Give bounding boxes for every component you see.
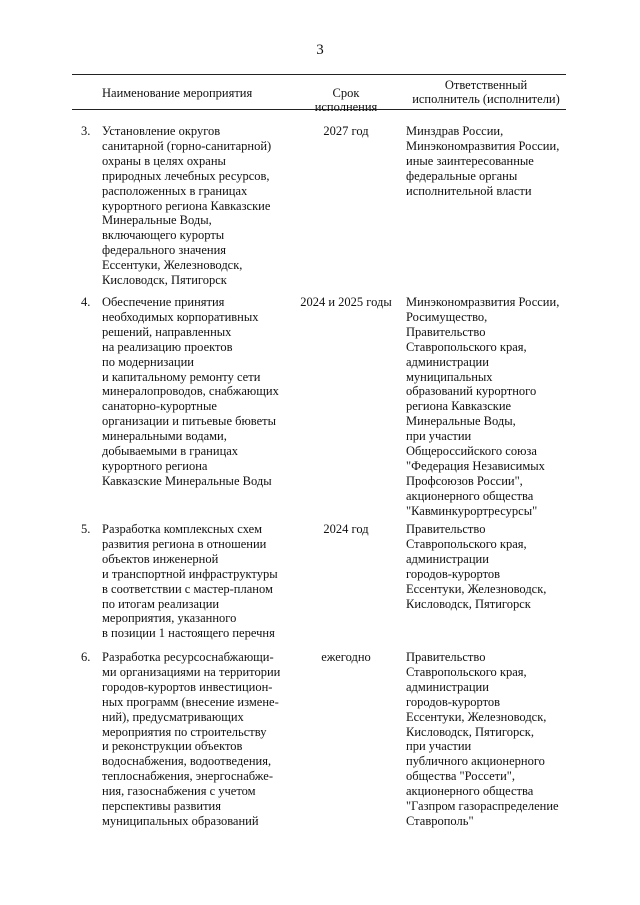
table-header <box>72 74 566 114</box>
row-number: 5. <box>81 522 91 536</box>
row-responsible: Правительство Ставропольского края, администрации городов-курортов Ессентуки, Железноводск, Кисловодск, Пятигорск, при участии публичного акционерного общества "Россети", акционерного общества "Газпром газораспределение Ставрополь" <box>406 650 559 828</box>
row-number: 3. <box>81 124 91 138</box>
row-responsible: Минэкономразвития России, Росимущество, Правительство Ставропольского края, администрации муниципальных образований курортного региона Кавказские Минеральные Воды, при участии Общероссийского союза "Федерация Независимых Профсоюзов России", акционерного общества "Кавминкурортресурсы" <box>406 295 560 518</box>
page-number: 3 <box>316 42 324 58</box>
row-responsible: Правительство Ставропольского края, администрации городов-курортов Ессентуки, Железноводск, Кисловодск, Пятигорск <box>406 522 547 611</box>
row-name: Установление округов санитарной (горно-санитарной) охраны в целях охраны природных лечебных ресурсов, расположенных в границах курортного региона Кавказские Минеральные Воды, включающего курорты федерального значения Ессентуки, Железноводск, Кисловодск, Пятигорск <box>102 124 272 288</box>
row-term: 2024 год <box>323 522 369 536</box>
row-name: Разработка ресурсоснабжающи- ми организациями на территории городов-курортов инвестицион- ных программ (внесение измене- ний), предусматривающих мероприятия по строительству и реконструкции объектов водоснабжения, водоотведения, теплоснабжения, энергоснабже- ния, газоснабжения с учетом перспективы развития муниципальных образований <box>102 650 281 828</box>
row-term: ежегодно <box>321 650 371 664</box>
row-responsible: Минздрав России, Минэкономразвития России, иные заинтересованные федеральные органы исполнительной власти <box>406 124 560 198</box>
row-name: Разработка комплексных схем развития региона в отношении объектов инженерной и транспортной инфраструктуры в соответствии с мастер-планом по итогам реализации мероприятия, указанного в позиции 1 настоящего перечня <box>102 522 278 641</box>
header-responsible-column: Ответственный исполнитель (исполнители) <box>412 78 560 106</box>
row-name: Обеспечение принятия необходимых корпоративных решений, направленных на реализацию проектов по модернизации и капитальному ремонту сети минералопроводов, снабжающих санаторно-курортные организации и питьевые бюветы минеральными водами, добываемыми в границах курортного региона Кавказские Минеральные Воды <box>102 295 279 488</box>
row-term: 2024 и 2025 годы <box>300 295 392 309</box>
header-name-column: Наименование мероприятия <box>102 86 253 100</box>
row-number: 4. <box>81 295 91 309</box>
row-number: 6. <box>81 650 91 664</box>
row-term: 2027 год <box>323 124 369 138</box>
header-term-column: Срок исполнения <box>314 86 378 114</box>
